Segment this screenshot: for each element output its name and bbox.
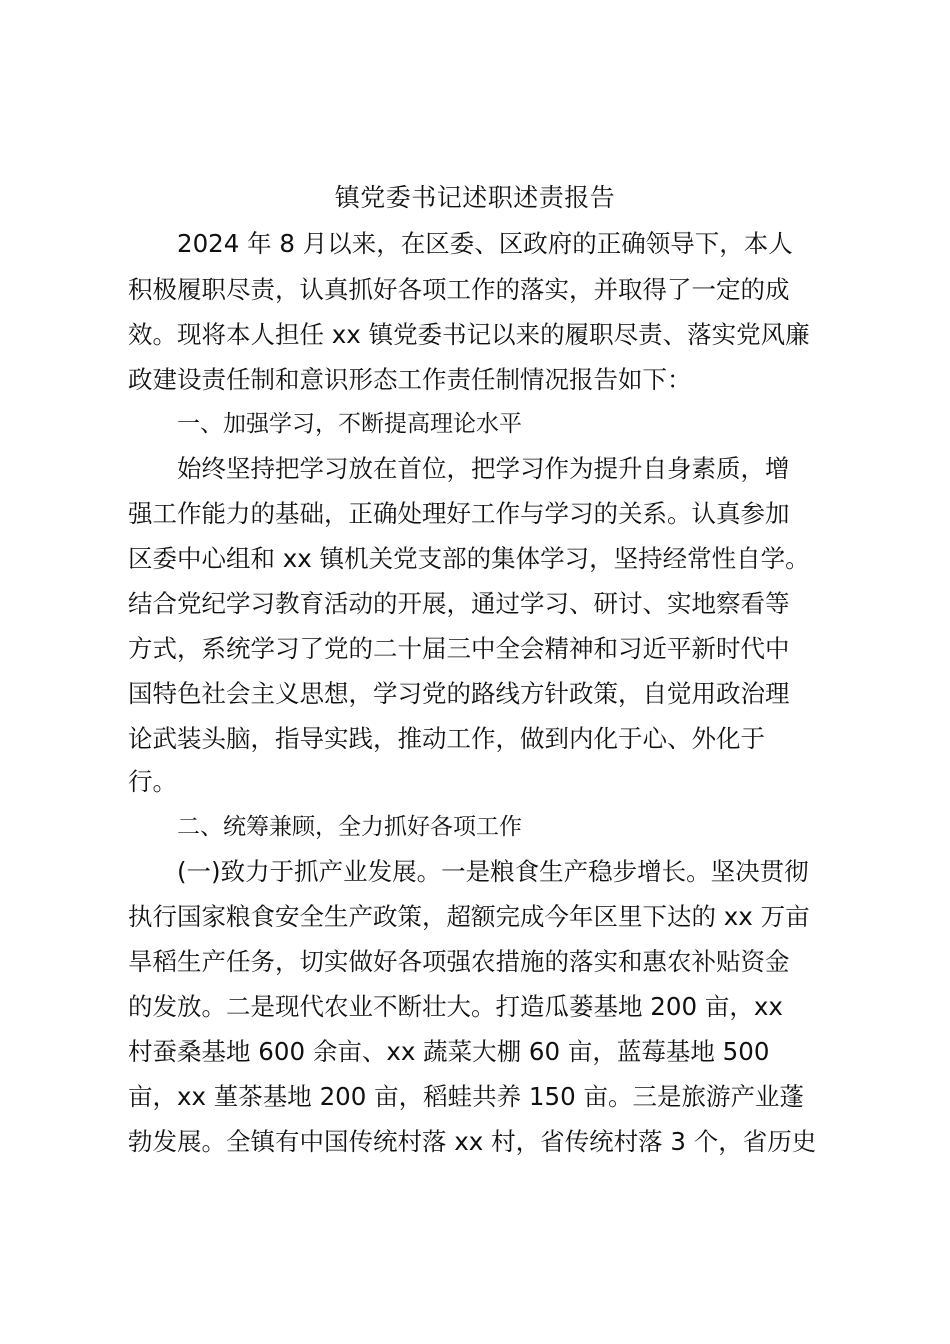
paragraph-line: 始终坚持把学习放在首位，把学习作为提升自身素质，增	[177, 454, 790, 483]
paragraph-line: 2024 年 8 月以来，在区委、区政府的正确领导下，本人	[177, 229, 793, 258]
paragraph-line: 区委中心组和 xx 镇机关党支部的集体学习，坚持经常性自学。	[128, 544, 810, 573]
paragraph-line: 政建设责任制和意识形态工作责任制情况报告如下：	[128, 365, 692, 394]
section-heading: 二、统筹兼顾，全力抓好各项工作	[177, 814, 522, 840]
paragraph-line: 效。现将本人担任 xx 镇党委书记以来的履职尽责、落实党风廉	[128, 320, 810, 349]
paragraph-line: 强工作能力的基础，正确处理好工作与学习的关系。认真参加	[128, 499, 790, 528]
paragraph-line: 论武装头脑，指导实践，推动工作，做到内化于心、外化于	[128, 724, 765, 753]
paragraph-line: 国特色社会主义思想，学习党的路线方针政策，自觉用政治理	[128, 679, 790, 708]
paragraph-line: 积极履职尽责，认真抓好各项工作的落实，并取得了一定的成	[128, 275, 790, 304]
paragraph-line: 行。	[128, 767, 177, 796]
paragraph-line: 旱稻生产任务，切实做好各项强农措施的落实和惠农补贴资金	[128, 947, 790, 976]
paragraph-line: 亩，xx 堇茶基地 200 亩，稻蛙共养 150 亩。三是旅游产业蓬	[128, 1082, 804, 1111]
section-heading: 一、加强学习，不断提高理论水平	[177, 411, 522, 437]
paragraph-line: 勃发展。全镇有中国传统村落 xx 村，省传统村落 3 个，省历史	[128, 1127, 817, 1156]
paragraph-line: 村蚕桑基地 600 余亩、xx 蔬菜大棚 60 亩，蓝莓基地 500	[128, 1037, 770, 1066]
document-title: 镇党委书记述职述责报告	[334, 183, 616, 212]
paragraph-line: 执行国家粮食安全生产政策，超额完成今年区里下达的 xx 万亩	[128, 902, 810, 931]
paragraph-line: 的发放。二是现代农业不断壮大。打造瓜蒌基地 200 亩，xx	[128, 992, 783, 1021]
paragraph-line: 结合党纪学习教育活动的开展，通过学习、研讨、实地察看等	[128, 589, 790, 618]
paragraph-line: 方式，系统学习了党的二十届三中全会精神和习近平新时代中	[128, 634, 790, 663]
paragraph-line: (一)致力于抓产业发展。一是粮食生产稳步增长。坚决贯彻	[177, 857, 809, 886]
